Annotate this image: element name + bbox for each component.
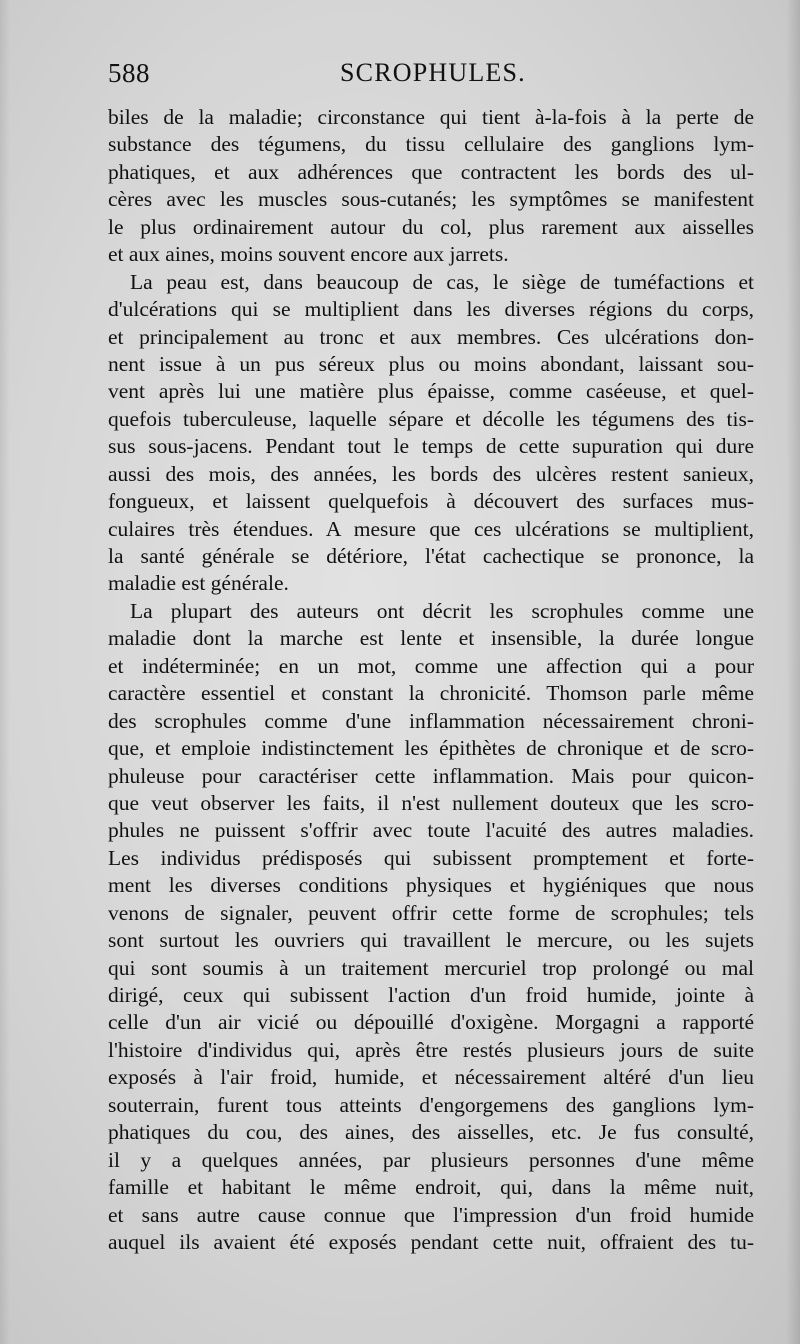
text-line: venons de signaler, peuvent offrir cette forme de scrophules; tels (108, 900, 754, 925)
text-line: ment les diverses conditions physiques et hygiéniques que nous (108, 873, 754, 898)
text-line: biles de la maladie; circonstance qui tient à-la-fois à la perte de (108, 105, 754, 129)
text-line: dirigé, ceux qui subissent l'action d'un froid humide, jointe à (108, 983, 754, 1007)
text-line: sus sous-jacens. Pendant tout le temps de cette supuration qui dure (108, 434, 754, 459)
paragraph-start-line: La plupart des auteurs ont décrit les scrophules comme une (130, 598, 754, 623)
text-line: l'histoire d'individus qui, après être restés plusieurs jours de suite (108, 1037, 754, 1062)
text-line: qui sont soumis à un traitement mercuriel trop prolongé ou mal (108, 955, 754, 980)
text-line: cères avec les muscles sous-cutanés; les symptômes se manifestent (108, 187, 754, 212)
text-line: le plus ordinairement autour du col, plus rarement aux aisselles (108, 214, 754, 239)
text-line: celle d'un air vicié ou dépouillé d'oxigène. Morgagni a rapporté (108, 1010, 754, 1035)
text-line: aussi des mois, des années, les bords des ulcères restent sanieux, (108, 461, 754, 486)
text-line: maladie dont la marche est lente et insensible, la durée longue (108, 626, 754, 651)
text-line: maladie est générale. (108, 571, 289, 596)
scan-shadow-right (786, 0, 800, 1344)
text-line: et indéterminée; en un mot, comme une affection qui a pour (108, 653, 754, 678)
text-line: exposés à l'air froid, humide, et nécessairement altéré d'un lieu (108, 1065, 754, 1090)
text-line: et aux aines, moins souvent encore aux jarrets. (108, 242, 509, 267)
text-line: souterrain, furent tous atteints d'engorgemens des ganglions lym- (108, 1092, 754, 1117)
body-text (108, 104, 754, 1256)
text-line: substance des tégumens, du tissu cellulaire des ganglions lym- (108, 132, 754, 157)
running-title: SCROPHULES. (340, 58, 526, 87)
text-line: nent issue à un pus séreux plus ou moins abondant, laissant sou- (108, 351, 754, 376)
text-line: que veut observer les faits, il n'est nullement douteux que les scro- (108, 790, 754, 815)
text-line: Les individus prédisposés qui subissent promptement et forte- (108, 845, 754, 870)
page-header (108, 58, 754, 98)
text-line: caractère essentiel et constant la chronicité. Thomson parle même (108, 681, 754, 706)
text-line: la santé générale se détériore, l'état cachectique se prononce, la (108, 544, 754, 568)
text-line: fongueux, et laissent quelquefois à découvert des surfaces mus- (108, 489, 754, 514)
text-line: phules ne puissent s'offrir avec toute l'acuité des autres maladies. (108, 818, 754, 843)
text-line: quefois tuberculeuse, laquelle sépare et décolle les tégumens des tis- (108, 406, 754, 431)
text-line: phuleuse pour caractériser cette inflammation. Mais pour quicon- (108, 763, 754, 788)
scan-shadow-left (0, 0, 10, 1344)
text-line: culaires très étendues. A mesure que ces ulcérations se multiplient, (108, 516, 754, 541)
page-number: 588 (108, 58, 150, 88)
text-line: phatiques du cou, des aines, des aisselles, etc. Je fus consulté, (108, 1120, 754, 1145)
text-line: que, et emploie indistinctement les épithètes de chronique et de scro- (108, 736, 754, 761)
paragraph-start-line: La peau est, dans beaucoup de cas, le siège de tuméfactions et (130, 269, 754, 294)
text-line: famille et habitant le même endroit, qui, dans la même nuit, (108, 1175, 754, 1200)
text-line: auquel ils avaient été exposés pendant cette nuit, offraient des tu- (108, 1229, 754, 1254)
text-line: vent après lui une matière plus épaisse, comme caséeuse, et quel- (108, 379, 754, 404)
text-line: il y a quelques années, par plusieurs personnes d'une même (108, 1147, 754, 1172)
text-line: des scrophules comme d'une inflammation nécessairement chroni- (108, 708, 754, 733)
text-line: et sans autre cause connue que l'impression d'un froid humide (108, 1202, 754, 1227)
text-line: phatiques, et aux adhérences que contractent les bords des ul- (108, 159, 754, 184)
text-line: et principalement au tronc et aux membres. Ces ulcérations don- (108, 324, 754, 349)
text-line: d'ulcérations qui se multiplient dans les diverses régions du corps, (108, 297, 754, 322)
text-line: sont surtout les ouvriers qui travaillent le mercure, ou les sujets (108, 928, 754, 953)
